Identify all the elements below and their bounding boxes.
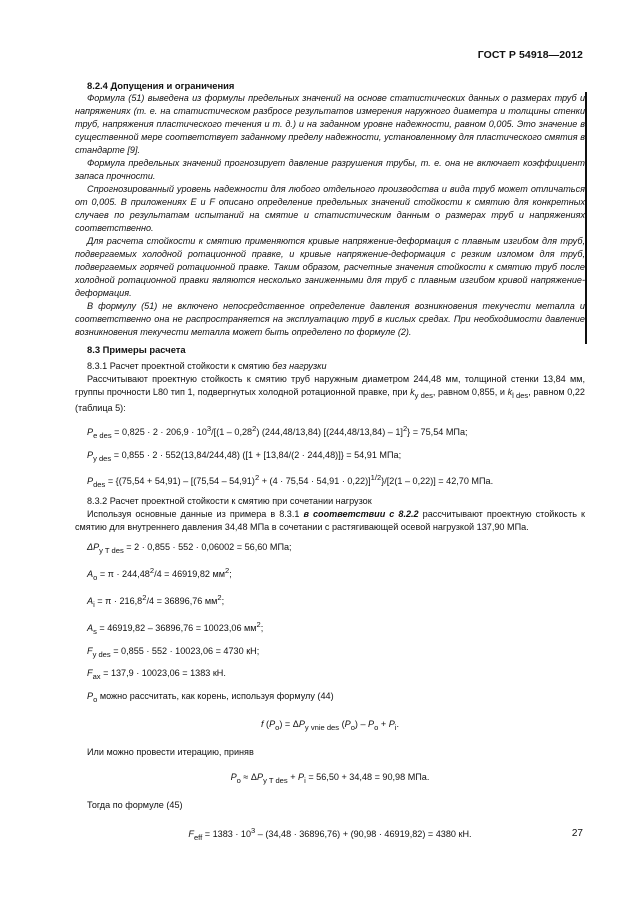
paragraph: Формула предельных значений прогнозирует давление разрушения трубы, т. е. она не включает коэффициент запаса прочности. <box>75 158 585 181</box>
subsection-832-intro: Используя основные данные из примера в 8.3.1 в соответствии с 8.2.2 рассчитывают проектную стойкость к смятию для внутреннего давления 34,48 МПа в сочетании с растягивающей осевой нагрузкой 137,90 МПа. <box>75 509 585 533</box>
equation-py-des: $P_{y des} = 0,855 \cdot 2 \cdot 552(13,84/244,48) ([1 + [13,84/(2 \cdot 244,48)]\} = 54,91$ МПа; <box>87 449 402 463</box>
subsection-832-title: 8.3.2 Расчет проектной стойкости к смятию при сочетании нагрузок <box>87 496 372 507</box>
equation-fy-des: $F_{y des} = 0,855 \cdot 552 \cdot 10023,06 = 4730$ кН; <box>87 645 260 659</box>
standard-header: ГОСТ Р 54918—2012 <box>477 49 583 61</box>
equation-pe-des: $P_{e des} = 0,825 \cdot 2 \cdot 206,9 \cdot 10^3/[(1 - 0,28^2)$ (244,48/13,84) [(244,48/13,84) – 1]$^2$} = 75,54 МПа; <box>87 423 468 440</box>
section-824-title: 8.2.4 Допущения и ограничения <box>87 80 235 91</box>
equation-f-po: f $(P_o) = \Delta P_{y vnie des}$ $(P_o) - P_o + P_i$. <box>260 719 400 732</box>
iteration-text: Или можно провести итерацию, приняв <box>87 746 254 757</box>
subsection-831-intro: Рассчитывают проектную стойкость к смятию труб наружным диаметром 244,48 мм, толщиной стенки 13,84 мм, группы прочности L80 тип 1, подвергнутых холодной ротационной правке, при $k_{y des}$, равном 0,855, и $k_{l des}$, равном 0,22 (таблица 5): <box>75 374 585 413</box>
change-bar <box>585 92 587 344</box>
paragraph: Для расчета стойкости к смятию применяются кривые напряжение-деформация с плавным изгибом для труб, подвергаемых холодной ротационной правке, и кривые напряжение-деформация с резким изломом для труб, подвергаемых горячей ротационной правке. Таким образом, расчетные значения стойкости к смятию труб после холодной ротационной правки являются несколько заниженными для труб с плавным изгибом кривой напряжение-деформация. <box>75 236 585 298</box>
section-83-title: 8.3 Примеры расчета <box>87 344 186 355</box>
equation-delta-py: $\Delta P_{y T des} = 2 \cdot 0,855 \cdot 552 \cdot 0,06002 = 56,60$ МПа; <box>87 542 292 556</box>
equation-fax: $F_{ax} = 137,9 \cdot 10023,06 = 1383$ кН. <box>87 668 226 682</box>
equation-po-root: $P_o$ можно рассчитать, как корень, используя формулу (44) <box>87 691 334 705</box>
page-content <box>75 79 585 844</box>
paragraph: Формула (51) выведена из формулы предельных значений на основе статистических данных о размерах труб и напряжениях (т. е. на статистическом разбросе результатов измерения наружного диаметра и толщины стенки труб, напряжения пластического течения и т. д.) и на заданном уровне надежности, равном 0,005. Это значение в существенной мере соответствует заданному пределу надежности, установленному для пластического смятия в стандарте [9]. <box>75 93 585 155</box>
page-number: 27 <box>571 828 583 839</box>
equation-feff: $F_{eff} = 1383 \cdot 10^3 - (34,48 \cdot 36896,76) + (90,98 \cdot 46919,82) = 4380$ кН. <box>188 825 472 842</box>
equation-ao: $A_o = \pi \cdot 244,48^2/4 = 46919,82$ $мм^2$; <box>87 566 232 582</box>
equation-ai: $A_i = \pi \cdot 216,8^2/4 = 36896,76$ $мм^2$; <box>87 592 225 609</box>
subsection-831-title: 8.3.1 Расчет проектной стойкости к смятию без нагрузки <box>87 361 327 371</box>
equation-po-approx: $P_o \approx \Delta P_{y T des} + P_i = 56,50 + 34,48 = 90,98$ МПа. <box>230 771 430 785</box>
then-text: Тогда по формуле (45) <box>87 799 183 810</box>
equation-as: $A_s = 46919,82 - 36896,76 = 10023,06$ $мм^2$; <box>87 619 264 636</box>
equation-p-des: $P_{des} = \{(75,54 + 54,91) - [(75,54 - 54,91)^2 + (4 \cdot 75,54 \cdot 54,91 \cdot 0,22)]^{1/2}\}/[2(1 - 0,22)] = 42,70$ МПа. <box>87 473 494 490</box>
paragraph: В формулу (51) не включено непосредственное определение давления возникновения текучести металла и соответственно она не распространяется на эксплуатацию труб в кислых средах. При необходимости давление возникновения текучести металла может быть определено по формуле (2). <box>75 301 585 337</box>
paragraph: Спрогнозированный уровень надежности для любого отдельного производства и вида труб может отличаться от 0,005. В приложениях E и F описано определение предельных значений стойкости к смятию для конкретных случаев по результатам испытаний на смятие и статистическим данным о размерах труб и напряжениях соответственно. <box>75 184 585 233</box>
